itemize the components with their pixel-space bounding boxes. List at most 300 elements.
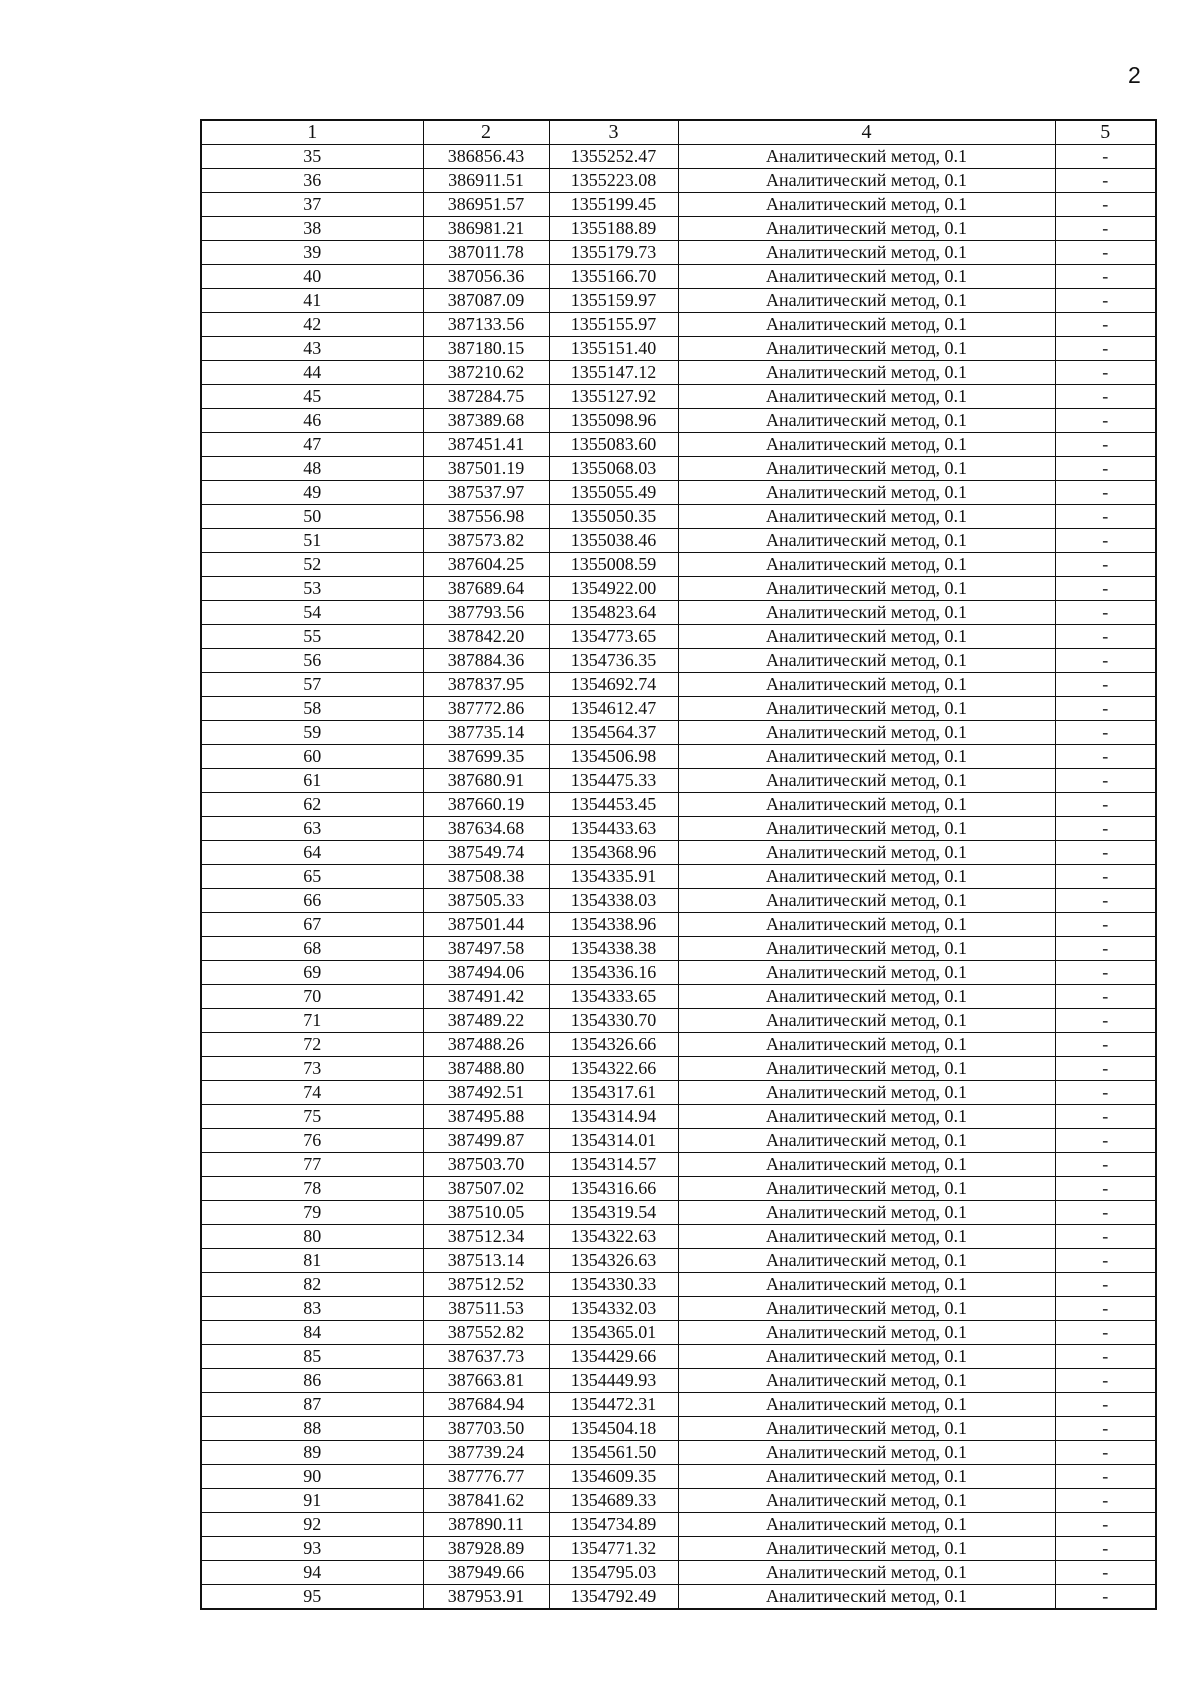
- x-coordinate-cell: 387680.91: [423, 769, 549, 793]
- method-cell: Аналитический метод, 0.1: [678, 457, 1055, 481]
- point-number-cell: 53: [201, 577, 423, 601]
- x-coordinate-cell: 387890.11: [423, 1513, 549, 1537]
- table-row: [201, 817, 1156, 841]
- method-cell: Аналитический метод, 0.1: [678, 1345, 1055, 1369]
- point-number-cell: 66: [201, 889, 423, 913]
- point-number-cell: 44: [201, 361, 423, 385]
- table-row: [201, 553, 1156, 577]
- table-row: [201, 673, 1156, 697]
- method-cell: Аналитический метод, 0.1: [678, 1273, 1055, 1297]
- point-number-cell: 52: [201, 553, 423, 577]
- y-coordinate-cell: 1354338.03: [549, 889, 678, 913]
- note-cell: -: [1055, 1201, 1156, 1225]
- table-row: [201, 865, 1156, 889]
- x-coordinate-cell: 387133.56: [423, 313, 549, 337]
- method-cell: Аналитический метод, 0.1: [678, 1057, 1055, 1081]
- x-coordinate-cell: 387488.80: [423, 1057, 549, 1081]
- point-number-cell: 63: [201, 817, 423, 841]
- x-coordinate-cell: 387501.44: [423, 913, 549, 937]
- method-cell: Аналитический метод, 0.1: [678, 1585, 1055, 1610]
- table-row: [201, 1225, 1156, 1249]
- y-coordinate-cell: 1354561.50: [549, 1441, 678, 1465]
- point-number-cell: 47: [201, 433, 423, 457]
- x-coordinate-cell: 387488.26: [423, 1033, 549, 1057]
- method-cell: Аналитический метод, 0.1: [678, 241, 1055, 265]
- table-row: [201, 601, 1156, 625]
- y-coordinate-cell: 1354922.00: [549, 577, 678, 601]
- note-cell: -: [1055, 649, 1156, 673]
- x-coordinate-cell: 387512.52: [423, 1273, 549, 1297]
- x-coordinate-cell: 387549.74: [423, 841, 549, 865]
- table-row: [201, 481, 1156, 505]
- method-cell: Аналитический метод, 0.1: [678, 961, 1055, 985]
- y-coordinate-cell: 1355083.60: [549, 433, 678, 457]
- method-cell: Аналитический метод, 0.1: [678, 625, 1055, 649]
- point-number-cell: 59: [201, 721, 423, 745]
- table-row: [201, 145, 1156, 169]
- method-cell: Аналитический метод, 0.1: [678, 1297, 1055, 1321]
- y-coordinate-cell: 1354449.93: [549, 1369, 678, 1393]
- header-col-4: 4: [678, 120, 1055, 145]
- x-coordinate-cell: 387511.53: [423, 1297, 549, 1321]
- y-coordinate-cell: 1354472.31: [549, 1393, 678, 1417]
- y-coordinate-cell: 1355151.40: [549, 337, 678, 361]
- table-row: [201, 1153, 1156, 1177]
- method-cell: Аналитический метод, 0.1: [678, 169, 1055, 193]
- note-cell: -: [1055, 625, 1156, 649]
- x-coordinate-cell: 387056.36: [423, 265, 549, 289]
- y-coordinate-cell: 1354330.70: [549, 1009, 678, 1033]
- note-cell: -: [1055, 1369, 1156, 1393]
- point-number-cell: 64: [201, 841, 423, 865]
- method-cell: Аналитический метод, 0.1: [678, 721, 1055, 745]
- note-cell: -: [1055, 841, 1156, 865]
- y-coordinate-cell: 1354322.66: [549, 1057, 678, 1081]
- point-number-cell: 80: [201, 1225, 423, 1249]
- table-row: [201, 217, 1156, 241]
- method-cell: Аналитический метод, 0.1: [678, 1465, 1055, 1489]
- note-cell: -: [1055, 697, 1156, 721]
- point-number-cell: 42: [201, 313, 423, 337]
- table-row: [201, 1465, 1156, 1489]
- note-cell: -: [1055, 1057, 1156, 1081]
- y-coordinate-cell: 1354736.35: [549, 649, 678, 673]
- point-number-cell: 45: [201, 385, 423, 409]
- point-number-cell: 48: [201, 457, 423, 481]
- y-coordinate-cell: 1354316.66: [549, 1177, 678, 1201]
- table-row: [201, 625, 1156, 649]
- note-cell: -: [1055, 865, 1156, 889]
- header-col-5: 5: [1055, 120, 1156, 145]
- x-coordinate-cell: 387949.66: [423, 1561, 549, 1585]
- method-cell: Аналитический метод, 0.1: [678, 145, 1055, 169]
- method-cell: Аналитический метод, 0.1: [678, 409, 1055, 433]
- method-cell: Аналитический метод, 0.1: [678, 1489, 1055, 1513]
- table-row: [201, 697, 1156, 721]
- table-row: [201, 961, 1156, 985]
- note-cell: -: [1055, 1105, 1156, 1129]
- y-coordinate-cell: 1354792.49: [549, 1585, 678, 1610]
- note-cell: -: [1055, 1153, 1156, 1177]
- method-cell: Аналитический метод, 0.1: [678, 553, 1055, 577]
- y-coordinate-cell: 1355127.92: [549, 385, 678, 409]
- y-coordinate-cell: 1354823.64: [549, 601, 678, 625]
- x-coordinate-cell: 386911.51: [423, 169, 549, 193]
- table-row: [201, 193, 1156, 217]
- x-coordinate-cell: 387491.42: [423, 985, 549, 1009]
- note-cell: -: [1055, 193, 1156, 217]
- point-number-cell: 79: [201, 1201, 423, 1225]
- table-row: [201, 529, 1156, 553]
- table-row: [201, 721, 1156, 745]
- y-coordinate-cell: 1354314.57: [549, 1153, 678, 1177]
- method-cell: Аналитический метод, 0.1: [678, 769, 1055, 793]
- method-cell: Аналитический метод, 0.1: [678, 889, 1055, 913]
- y-coordinate-cell: 1354319.54: [549, 1201, 678, 1225]
- table-row: [201, 937, 1156, 961]
- note-cell: -: [1055, 1009, 1156, 1033]
- note-cell: -: [1055, 1249, 1156, 1273]
- point-number-cell: 37: [201, 193, 423, 217]
- table-row: [201, 1345, 1156, 1369]
- x-coordinate-cell: 387689.64: [423, 577, 549, 601]
- y-coordinate-cell: 1355179.73: [549, 241, 678, 265]
- note-cell: -: [1055, 745, 1156, 769]
- x-coordinate-cell: 387512.34: [423, 1225, 549, 1249]
- note-cell: -: [1055, 1465, 1156, 1489]
- point-number-cell: 94: [201, 1561, 423, 1585]
- table-row: [201, 913, 1156, 937]
- point-number-cell: 83: [201, 1297, 423, 1321]
- point-number-cell: 41: [201, 289, 423, 313]
- point-number-cell: 71: [201, 1009, 423, 1033]
- point-number-cell: 89: [201, 1441, 423, 1465]
- note-cell: -: [1055, 1393, 1156, 1417]
- note-cell: -: [1055, 241, 1156, 265]
- table-row: [201, 409, 1156, 433]
- note-cell: -: [1055, 1297, 1156, 1321]
- y-coordinate-cell: 1354429.66: [549, 1345, 678, 1369]
- note-cell: -: [1055, 553, 1156, 577]
- table-row: [201, 169, 1156, 193]
- note-cell: -: [1055, 481, 1156, 505]
- note-cell: -: [1055, 937, 1156, 961]
- method-cell: Аналитический метод, 0.1: [678, 601, 1055, 625]
- y-coordinate-cell: 1355055.49: [549, 481, 678, 505]
- y-coordinate-cell: 1354314.94: [549, 1105, 678, 1129]
- y-coordinate-cell: 1354322.63: [549, 1225, 678, 1249]
- note-cell: -: [1055, 385, 1156, 409]
- table-row: [201, 1441, 1156, 1465]
- point-number-cell: 72: [201, 1033, 423, 1057]
- table-row: [201, 337, 1156, 361]
- method-cell: Аналитический метод, 0.1: [678, 529, 1055, 553]
- point-number-cell: 76: [201, 1129, 423, 1153]
- x-coordinate-cell: 387739.24: [423, 1441, 549, 1465]
- note-cell: -: [1055, 361, 1156, 385]
- note-cell: -: [1055, 457, 1156, 481]
- x-coordinate-cell: 387451.41: [423, 433, 549, 457]
- point-number-cell: 49: [201, 481, 423, 505]
- point-number-cell: 60: [201, 745, 423, 769]
- x-coordinate-cell: 387663.81: [423, 1369, 549, 1393]
- method-cell: Аналитический метод, 0.1: [678, 1153, 1055, 1177]
- y-coordinate-cell: 1355068.03: [549, 457, 678, 481]
- coordinates-table: [200, 119, 1157, 1610]
- header-col-3: 3: [549, 120, 678, 145]
- method-cell: Аналитический метод, 0.1: [678, 385, 1055, 409]
- y-coordinate-cell: 1355050.35: [549, 505, 678, 529]
- method-cell: Аналитический метод, 0.1: [678, 217, 1055, 241]
- method-cell: Аналитический метод, 0.1: [678, 865, 1055, 889]
- y-coordinate-cell: 1354773.65: [549, 625, 678, 649]
- x-coordinate-cell: 387489.22: [423, 1009, 549, 1033]
- table-row: [201, 1297, 1156, 1321]
- x-coordinate-cell: 387508.38: [423, 865, 549, 889]
- y-coordinate-cell: 1355252.47: [549, 145, 678, 169]
- point-number-cell: 73: [201, 1057, 423, 1081]
- x-coordinate-cell: 387510.05: [423, 1201, 549, 1225]
- table-row: [201, 505, 1156, 529]
- table-row: [201, 433, 1156, 457]
- x-coordinate-cell: 387660.19: [423, 793, 549, 817]
- method-cell: Аналитический метод, 0.1: [678, 313, 1055, 337]
- point-number-cell: 88: [201, 1417, 423, 1441]
- table-row: [201, 361, 1156, 385]
- x-coordinate-cell: 387604.25: [423, 553, 549, 577]
- x-coordinate-cell: 387703.50: [423, 1417, 549, 1441]
- x-coordinate-cell: 387503.70: [423, 1153, 549, 1177]
- method-cell: Аналитический метод, 0.1: [678, 1537, 1055, 1561]
- x-coordinate-cell: 387772.86: [423, 697, 549, 721]
- x-coordinate-cell: 387884.36: [423, 649, 549, 673]
- x-coordinate-cell: 387505.33: [423, 889, 549, 913]
- point-number-cell: 56: [201, 649, 423, 673]
- y-coordinate-cell: 1354504.18: [549, 1417, 678, 1441]
- point-number-cell: 81: [201, 1249, 423, 1273]
- x-coordinate-cell: 387928.89: [423, 1537, 549, 1561]
- note-cell: -: [1055, 1081, 1156, 1105]
- note-cell: -: [1055, 265, 1156, 289]
- method-cell: Аналитический метод, 0.1: [678, 265, 1055, 289]
- table-row: [201, 577, 1156, 601]
- note-cell: -: [1055, 793, 1156, 817]
- note-cell: -: [1055, 1033, 1156, 1057]
- table-row: [201, 1273, 1156, 1297]
- y-coordinate-cell: 1354317.61: [549, 1081, 678, 1105]
- table-row: [201, 385, 1156, 409]
- x-coordinate-cell: 387556.98: [423, 505, 549, 529]
- x-coordinate-cell: 387495.88: [423, 1105, 549, 1129]
- x-coordinate-cell: 387210.62: [423, 361, 549, 385]
- table-row: [201, 1537, 1156, 1561]
- x-coordinate-cell: 387513.14: [423, 1249, 549, 1273]
- y-coordinate-cell: 1354609.35: [549, 1465, 678, 1489]
- x-coordinate-cell: 386951.57: [423, 193, 549, 217]
- point-number-cell: 91: [201, 1489, 423, 1513]
- table-row: [201, 1057, 1156, 1081]
- table-row: [201, 241, 1156, 265]
- x-coordinate-cell: 387552.82: [423, 1321, 549, 1345]
- note-cell: -: [1055, 1561, 1156, 1585]
- note-cell: -: [1055, 1225, 1156, 1249]
- table-row: [201, 649, 1156, 673]
- method-cell: Аналитический метод, 0.1: [678, 1081, 1055, 1105]
- y-coordinate-cell: 1354338.38: [549, 937, 678, 961]
- method-cell: Аналитический метод, 0.1: [678, 1129, 1055, 1153]
- point-number-cell: 84: [201, 1321, 423, 1345]
- page-number: 2: [1128, 62, 1141, 88]
- method-cell: Аналитический метод, 0.1: [678, 697, 1055, 721]
- table-row: [201, 1201, 1156, 1225]
- y-coordinate-cell: 1354332.03: [549, 1297, 678, 1321]
- table-row: [201, 793, 1156, 817]
- note-cell: -: [1055, 985, 1156, 1009]
- point-number-cell: 82: [201, 1273, 423, 1297]
- y-coordinate-cell: 1354336.16: [549, 961, 678, 985]
- y-coordinate-cell: 1354368.96: [549, 841, 678, 865]
- y-coordinate-cell: 1354314.01: [549, 1129, 678, 1153]
- method-cell: Аналитический метод, 0.1: [678, 649, 1055, 673]
- point-number-cell: 40: [201, 265, 423, 289]
- note-cell: -: [1055, 961, 1156, 985]
- x-coordinate-cell: 387841.62: [423, 1489, 549, 1513]
- method-cell: Аналитический метод, 0.1: [678, 745, 1055, 769]
- table-row: [201, 1105, 1156, 1129]
- x-coordinate-cell: 387011.78: [423, 241, 549, 265]
- method-cell: Аналитический метод, 0.1: [678, 817, 1055, 841]
- y-coordinate-cell: 1355147.12: [549, 361, 678, 385]
- method-cell: Аналитический метод, 0.1: [678, 193, 1055, 217]
- method-cell: Аналитический метод, 0.1: [678, 1009, 1055, 1033]
- point-number-cell: 61: [201, 769, 423, 793]
- point-number-cell: 55: [201, 625, 423, 649]
- x-coordinate-cell: 386856.43: [423, 145, 549, 169]
- x-coordinate-cell: 387842.20: [423, 625, 549, 649]
- point-number-cell: 93: [201, 1537, 423, 1561]
- point-number-cell: 46: [201, 409, 423, 433]
- x-coordinate-cell: 387492.51: [423, 1081, 549, 1105]
- table-row: [201, 1513, 1156, 1537]
- point-number-cell: 77: [201, 1153, 423, 1177]
- x-coordinate-cell: 387389.68: [423, 409, 549, 433]
- x-coordinate-cell: 387537.97: [423, 481, 549, 505]
- y-coordinate-cell: 1355008.59: [549, 553, 678, 577]
- y-coordinate-cell: 1354335.91: [549, 865, 678, 889]
- method-cell: Аналитический метод, 0.1: [678, 481, 1055, 505]
- point-number-cell: 95: [201, 1585, 423, 1610]
- point-number-cell: 38: [201, 217, 423, 241]
- table-row: [201, 1129, 1156, 1153]
- method-cell: Аналитический метод, 0.1: [678, 1417, 1055, 1441]
- note-cell: -: [1055, 601, 1156, 625]
- point-number-cell: 87: [201, 1393, 423, 1417]
- note-cell: -: [1055, 289, 1156, 313]
- method-cell: Аналитический метод, 0.1: [678, 1513, 1055, 1537]
- note-cell: -: [1055, 505, 1156, 529]
- point-number-cell: 70: [201, 985, 423, 1009]
- table-row: [201, 313, 1156, 337]
- x-coordinate-cell: 386981.21: [423, 217, 549, 241]
- x-coordinate-cell: 387497.58: [423, 937, 549, 961]
- note-cell: -: [1055, 1321, 1156, 1345]
- note-cell: -: [1055, 409, 1156, 433]
- point-number-cell: 35: [201, 145, 423, 169]
- y-coordinate-cell: 1354365.01: [549, 1321, 678, 1345]
- note-cell: -: [1055, 817, 1156, 841]
- method-cell: Аналитический метод, 0.1: [678, 289, 1055, 313]
- x-coordinate-cell: 387180.15: [423, 337, 549, 361]
- method-cell: Аналитический метод, 0.1: [678, 1105, 1055, 1129]
- table-row: [201, 1561, 1156, 1585]
- x-coordinate-cell: 387087.09: [423, 289, 549, 313]
- point-number-cell: 62: [201, 793, 423, 817]
- table-header-row: [201, 120, 1156, 145]
- y-coordinate-cell: 1354612.47: [549, 697, 678, 721]
- y-coordinate-cell: 1355159.97: [549, 289, 678, 313]
- method-cell: Аналитический метод, 0.1: [678, 577, 1055, 601]
- point-number-cell: 74: [201, 1081, 423, 1105]
- x-coordinate-cell: 387699.35: [423, 745, 549, 769]
- note-cell: -: [1055, 433, 1156, 457]
- method-cell: Аналитический метод, 0.1: [678, 1369, 1055, 1393]
- y-coordinate-cell: 1354326.66: [549, 1033, 678, 1057]
- table-row: [201, 1249, 1156, 1273]
- method-cell: Аналитический метод, 0.1: [678, 1177, 1055, 1201]
- y-coordinate-cell: 1354506.98: [549, 745, 678, 769]
- header-col-1: 1: [201, 120, 423, 145]
- y-coordinate-cell: 1354453.45: [549, 793, 678, 817]
- table-row: [201, 289, 1156, 313]
- method-cell: Аналитический метод, 0.1: [678, 1033, 1055, 1057]
- method-cell: Аналитический метод, 0.1: [678, 913, 1055, 937]
- point-number-cell: 68: [201, 937, 423, 961]
- x-coordinate-cell: 387953.91: [423, 1585, 549, 1610]
- note-cell: -: [1055, 1585, 1156, 1610]
- method-cell: Аналитический метод, 0.1: [678, 433, 1055, 457]
- table-row: [201, 889, 1156, 913]
- table-row: [201, 841, 1156, 865]
- y-coordinate-cell: 1354692.74: [549, 673, 678, 697]
- note-cell: -: [1055, 1177, 1156, 1201]
- x-coordinate-cell: 387501.19: [423, 457, 549, 481]
- y-coordinate-cell: 1354734.89: [549, 1513, 678, 1537]
- note-cell: -: [1055, 721, 1156, 745]
- y-coordinate-cell: 1354338.96: [549, 913, 678, 937]
- method-cell: Аналитический метод, 0.1: [678, 1249, 1055, 1273]
- method-cell: Аналитический метод, 0.1: [678, 337, 1055, 361]
- note-cell: -: [1055, 529, 1156, 553]
- x-coordinate-cell: 387837.95: [423, 673, 549, 697]
- method-cell: Аналитический метод, 0.1: [678, 1321, 1055, 1345]
- x-coordinate-cell: 387793.56: [423, 601, 549, 625]
- table-row: [201, 745, 1156, 769]
- header-col-2: 2: [423, 120, 549, 145]
- x-coordinate-cell: 387735.14: [423, 721, 549, 745]
- note-cell: -: [1055, 217, 1156, 241]
- table-row: [201, 1009, 1156, 1033]
- note-cell: -: [1055, 1537, 1156, 1561]
- note-cell: -: [1055, 769, 1156, 793]
- note-cell: -: [1055, 1441, 1156, 1465]
- y-coordinate-cell: 1354564.37: [549, 721, 678, 745]
- y-coordinate-cell: 1355223.08: [549, 169, 678, 193]
- method-cell: Аналитический метод, 0.1: [678, 505, 1055, 529]
- point-number-cell: 43: [201, 337, 423, 361]
- x-coordinate-cell: 387637.73: [423, 1345, 549, 1369]
- note-cell: -: [1055, 1129, 1156, 1153]
- x-coordinate-cell: 387573.82: [423, 529, 549, 553]
